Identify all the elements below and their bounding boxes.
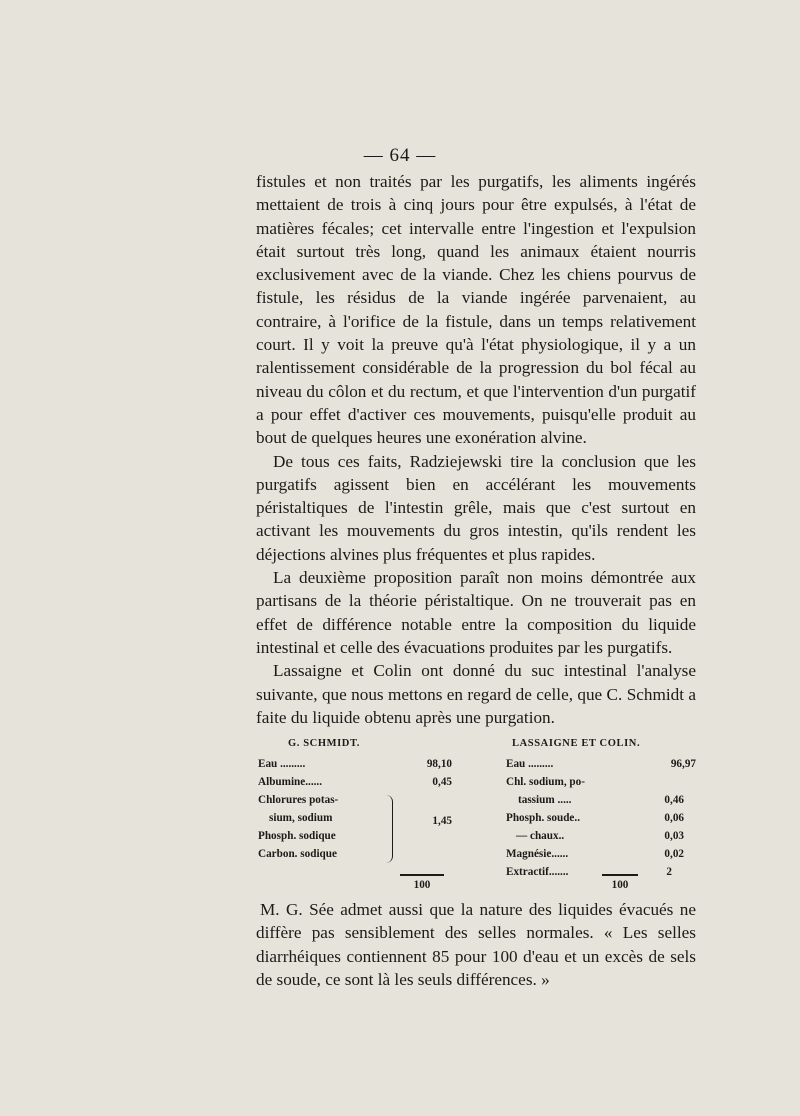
paragraph-4: Lassaigne et Colin ont donné du suc intestinal l'analyse suivante, que nous mettons en regard de celle, que C. Schmidt a faite du liquide obtenu après une purgation. (256, 661, 696, 727)
schmidt-grouped-value: 1,45 (432, 815, 452, 827)
schmidt-value: 0,45 (432, 776, 452, 788)
lassaigne-total: 100 (611, 879, 629, 891)
lassaigne-label: Chl. sodium, po- (506, 776, 585, 788)
schmidt-label: Eau ......... (258, 758, 306, 770)
closing-text (256, 898, 696, 991)
page-number: — 64 — (363, 145, 437, 166)
body-text (256, 170, 696, 729)
schmidt-brace (386, 795, 393, 863)
paragraph-2: De tous ces faits, Radziejewski tire la conclusion que les purgatifs agissent bien en accélérant les mouvements péristaltiques de l'intestin grêle, mais que c'est surtout en activant les mouvements du gros intestin, qu'ils rendent les déjections alvines plus fréquentes et plus rapides. (256, 451, 696, 564)
schmidt-label: Carbon. sodique (258, 848, 337, 860)
lassaigne-value: 2 (666, 866, 672, 878)
lassaigne-total-rule (602, 874, 638, 876)
lassaigne-label: Extractif....... (506, 866, 569, 878)
schmidt-label: Chlorures potas- (258, 794, 339, 806)
paragraph-3: La deuxième proposition paraît non moins démontrée aux partisans de la théorie péristaltique. On ne trouverait pas en effet de différence notable entre la composition du liquide intestinal et celle des évacuations produites par les purgatifs. (256, 568, 696, 657)
lassaigne-label: — chaux.. (516, 830, 565, 842)
schmidt-total: 100 (413, 879, 431, 891)
composition-tables (258, 738, 698, 898)
lassaigne-value: 0,46 (664, 794, 684, 806)
schmidt-heading: G. SCHMIDT. (288, 738, 361, 749)
schmidt-label: Phosph. sodique (258, 830, 336, 842)
lassaigne-heading: LASSAIGNE ET COLIN. (512, 738, 641, 749)
schmidt-value: 98,10 (426, 758, 452, 770)
lassaigne-value: 0,03 (664, 830, 684, 842)
lassaigne-value: 0,06 (664, 812, 684, 824)
lassaigne-label: Magnésie...... (506, 848, 569, 860)
paragraph-5: M. G. Sée admet aussi que la nature des liquides évacués ne diffère pas sensiblement des selles normales. « Les selles diarrhéiques contiennent 85 pour 100 d'eau et un excès de sels de soude, ce sont là les seuls différences. » (256, 900, 696, 989)
lassaigne-label: Eau ......... (506, 758, 554, 770)
lassaigne-label: tassium ..... (518, 794, 572, 806)
lassaigne-value: 96,97 (670, 758, 696, 770)
lassaigne-value: 0,02 (664, 848, 684, 860)
schmidt-label: sium, sodium (269, 812, 333, 824)
paragraph-1: fistules et non traités par les purgatifs, les aliments ingérés mettaient de trois à cinq jours pour être expulsés, à l'état de matières fécales; cet intervalle entre l'ingestion et l'expulsion était surtout très long, quand les animaux étaient nourris exclusivement avec de la viande. Chez les chiens pourvus de fistule, les résidus de la viande ingérée parvenaient, au contraire, à l'orifice de la fistule, dans un temps relativement court. Il y voit la preuve qu'à l'état physiologique, il y a un ralentissement considérable de la progression du bol fécal au niveau du côlon et du rectum, et que l'intervention d'un purgatif a pour effet d'activer ces mouvements, puisqu'elle produit au bout de quelques heures une exonération alvine. (256, 172, 696, 448)
lassaigne-label: Phosph. soude.. (506, 812, 580, 824)
schmidt-label: Albumine...... (258, 776, 323, 788)
schmidt-total-rule (400, 874, 444, 876)
